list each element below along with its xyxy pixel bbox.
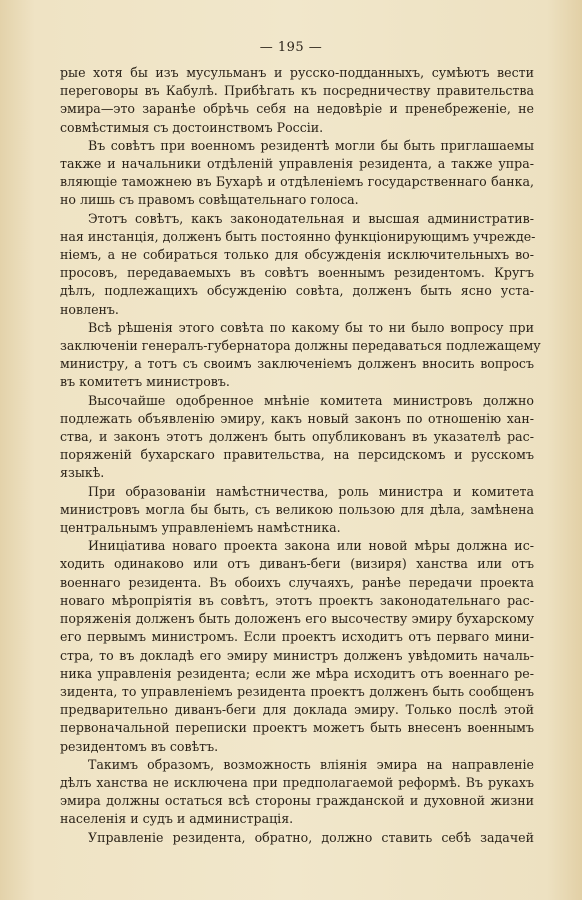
paragraph bbox=[60, 210, 534, 319]
paragraph bbox=[60, 137, 534, 210]
text-line: языкѣ. bbox=[60, 465, 105, 481]
text-line: Управленіе резидента, обратно, должно ставить себѣ задачей bbox=[88, 829, 534, 845]
text-line: Высочайше одобренное мнѣніе комитета министровъ должно bbox=[88, 392, 534, 408]
text-line: Въ совѣтъ при военномъ резидентѣ могли бы быть приглашаемы bbox=[88, 137, 534, 153]
text-line: его первымъ министромъ. Если проектъ исходитъ отъ перваго мини- bbox=[60, 629, 534, 645]
paragraph bbox=[60, 319, 541, 392]
text-line: просовъ, передаваемыхъ въ совѣтъ военнымъ резидентомъ. Кругъ bbox=[60, 265, 534, 281]
text-line: населенія и судъ и администрація. bbox=[60, 811, 294, 827]
paragraph bbox=[60, 392, 534, 483]
text-line: подлежать объявленію эмиру, какъ новый законъ по отношенію хан- bbox=[60, 410, 534, 426]
text-line: переговоры въ Кабулѣ. Прибѣгать къ посредничеству правительства bbox=[60, 83, 534, 99]
body-text bbox=[60, 64, 541, 847]
text-line: Такимъ образомъ, возможность вліянія эмира на направленіе bbox=[88, 756, 534, 772]
text-line: зидента, то управленіемъ резидента проектъ долженъ быть сообщенъ bbox=[60, 683, 534, 699]
paragraph bbox=[60, 829, 534, 847]
text-line: первоначальной переписки проектъ можетъ быть внесенъ военнымъ bbox=[60, 720, 534, 736]
paragraph bbox=[60, 537, 534, 755]
paragraph bbox=[60, 756, 534, 829]
text-line: министру, а тотъ съ своимъ заключеніемъ долженъ вносить вопросъ bbox=[60, 356, 534, 372]
text-line: Этотъ совѣтъ, какъ законодательная и высшая административ- bbox=[88, 210, 534, 226]
paragraph bbox=[60, 483, 534, 538]
text-line: заключеніи генералъ-губернатора должны передаваться подлежащему bbox=[60, 338, 541, 354]
text-line: ніемъ, а не собираться только для обсужденія исключительныхъ во- bbox=[60, 247, 534, 263]
text-line: министровъ могла бы быть, съ великою пользою для дѣла, замѣнена bbox=[60, 501, 534, 517]
text-line: новаго мѣропріятія въ совѣтъ, этотъ проектъ законодательнаго рас- bbox=[60, 592, 534, 608]
text-line: военнаго резидента. Въ обоихъ случаяхъ, ранѣе передачи проекта bbox=[60, 574, 534, 590]
text-line: эмира должны остаться всѣ стороны гражданской и духовной жизни bbox=[60, 793, 534, 809]
text-line: поряженія долженъ быть доложенъ его высочеству эмиру бухарскому bbox=[60, 611, 534, 627]
text-line: ная инстанція, долженъ быть постоянно функціонирующимъ учрежде- bbox=[60, 228, 536, 244]
text-line: резидентомъ въ совѣтъ. bbox=[60, 738, 219, 754]
text-line: также и начальники отдѣленій управленія резидента, а также упра- bbox=[60, 156, 534, 172]
text-line: вляющіе таможнею въ Бухарѣ и отдѣленіемъ государственнаго банка, bbox=[60, 174, 534, 190]
text-line: эмира—это заранѣе обрѣчь себя на недовѣріе и пренебреженіе, не bbox=[60, 101, 534, 117]
text-line: ника управленія резидента; если же мѣра исходитъ отъ военнаго ре- bbox=[60, 665, 534, 681]
text-line: ходить одинаково или отъ диванъ-беги (визиря) ханства или отъ bbox=[60, 556, 534, 572]
text-line: предварительно диванъ-беги для доклада эмиру. Только послѣ этой bbox=[60, 702, 534, 718]
page-number: — 195 — bbox=[259, 40, 323, 55]
text-line: центральнымъ управленіемъ намѣстника. bbox=[60, 520, 341, 536]
text-line: новленъ. bbox=[60, 301, 119, 317]
text-line: дѣлъ ханства не исключена при предполагаемой реформѣ. Въ рукахъ bbox=[60, 774, 534, 790]
text-line: Всѣ рѣшенія этого совѣта по какому бы то ни было вопросу при bbox=[88, 319, 534, 335]
text-line: стра, то въ докладѣ его эмиру министръ долженъ увѣдомить началь- bbox=[60, 647, 534, 663]
text-line: въ комитетъ министровъ. bbox=[60, 374, 230, 390]
text-line: Иниціатива новаго проекта закона или новой мѣры должна ис- bbox=[88, 538, 534, 554]
text-line: рые хотя бы изъ мусульманъ и русско-подданныхъ, сумѣютъ вести bbox=[60, 65, 534, 80]
text-line: ства, и законъ этотъ долженъ быть опубликованъ въ указателѣ рас- bbox=[60, 429, 534, 445]
text-line: но лишь съ правомъ совѣщательнаго голоса. bbox=[60, 192, 359, 208]
text-line: совмѣстимыя съ достоинствомъ Россіи. bbox=[60, 119, 324, 135]
text-line: поряженій бухарскаго правительства, на персидскомъ и русскомъ bbox=[60, 447, 534, 463]
text-line: При образованіи намѣстничества, роль министра и комитета bbox=[88, 483, 534, 499]
text-line: дѣлъ, подлежащихъ обсужденію совѣта, долженъ быть ясно уста- bbox=[60, 283, 534, 299]
paragraph bbox=[60, 64, 534, 137]
